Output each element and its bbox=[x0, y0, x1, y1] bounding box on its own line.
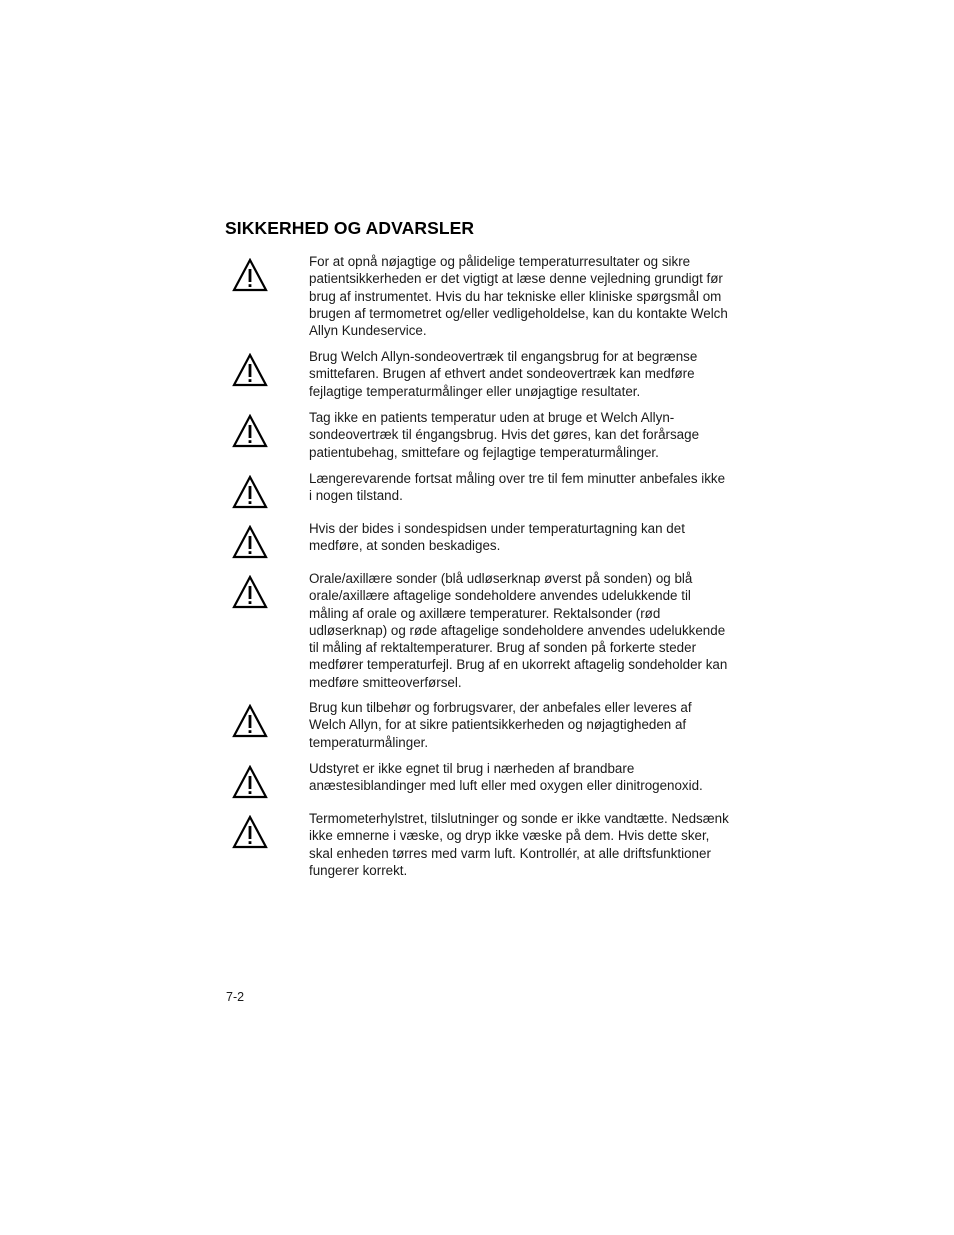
warning-text: Længerevarende fortsat måling over tre til fem minutter anbefales ikke i nogen tilstand. bbox=[309, 471, 726, 504]
warning-triangle-icon bbox=[232, 815, 268, 849]
warning-text: Hvis der bides i sondespidsen under temperaturtagning kan det medføre, at sonden beskadiges. bbox=[309, 521, 685, 554]
warning-text: Udstyret er ikke egnet til brug i nærheden af brandbare anæstesiblandinger med luft eller med oxygen eller dinitrogenoxid. bbox=[309, 761, 703, 794]
warning-triangle-icon bbox=[232, 575, 268, 609]
warning-text: Orale/axillære sonder (blå udløserknap øverst på sonden) og blå orale/axillære aftagelige sondeholdere anvendes udelukkende til måling af orale og axillære temperaturer. Rektalsonder (rød udløserknap) og røde aftagelige sondeholdere anvendes udelukkende til måling af rektaltemperaturer. Brug af sonden på forkerte steder medfører temperaturfejl. Brug af en ukorrekt aftagelig sondeholder kan medføre smitteoverførsel. bbox=[309, 571, 728, 690]
warning-triangle-icon bbox=[232, 525, 268, 559]
warning-triangle-icon bbox=[232, 475, 268, 509]
warning-triangle-icon bbox=[232, 258, 268, 292]
warning-triangle-icon bbox=[232, 353, 268, 387]
warning-text: For at opnå nøjagtige og pålidelige temperaturresultater og sikre patientsikkerheden er det vigtigt at læse denne vejledning grundigt før brug af instrumentet. Hvis du har tekniske eller kliniske spørgsmål om brugen af termometret og/eller vedligeholdelse, kan du kontakte Welch Allyn Kundeservice. bbox=[309, 254, 728, 339]
warning-text: Brug Welch Allyn-sondeovertræk til engangsbrug for at begrænse smittefaren. Brugen af ethvert andet sondeovertræk kan medføre fejlagtige temperaturmålinger eller unøjagtige resultater. bbox=[309, 349, 698, 399]
warning-text: Termometerhylstret, tilslutninger og sonde er ikke vandtætte. Nedsænk ikke emnerne i væske, og dryp ikke væske på dem. Hvis dette sker, skal enheden tørres med varm luft. Kontrollér, at alle driftsfunktioner fungerer korrekt. bbox=[309, 811, 729, 878]
warning-text: Brug kun tilbehør og forbrugsvarer, der anbefales eller leveres af Welch Allyn, for at sikre patientsikkerheden og nøjagtigheden af temperaturmålinger. bbox=[309, 700, 692, 750]
page-number: 7-2 bbox=[226, 990, 245, 1004]
warning-text: Tag ikke en patients temperatur uden at bruge et Welch Allyn-sondeovertræk til éngangsbrug. Hvis det gøres, kan det forårsage patientubehag, smittefare og fejlagtige temperaturmålinger. bbox=[309, 410, 700, 460]
section-heading: SIKKERHED OG ADVARSLER bbox=[225, 218, 475, 238]
warning-triangle-icon bbox=[232, 414, 268, 448]
warning-triangle-icon bbox=[232, 704, 268, 738]
warning-triangle-icon bbox=[232, 765, 268, 799]
